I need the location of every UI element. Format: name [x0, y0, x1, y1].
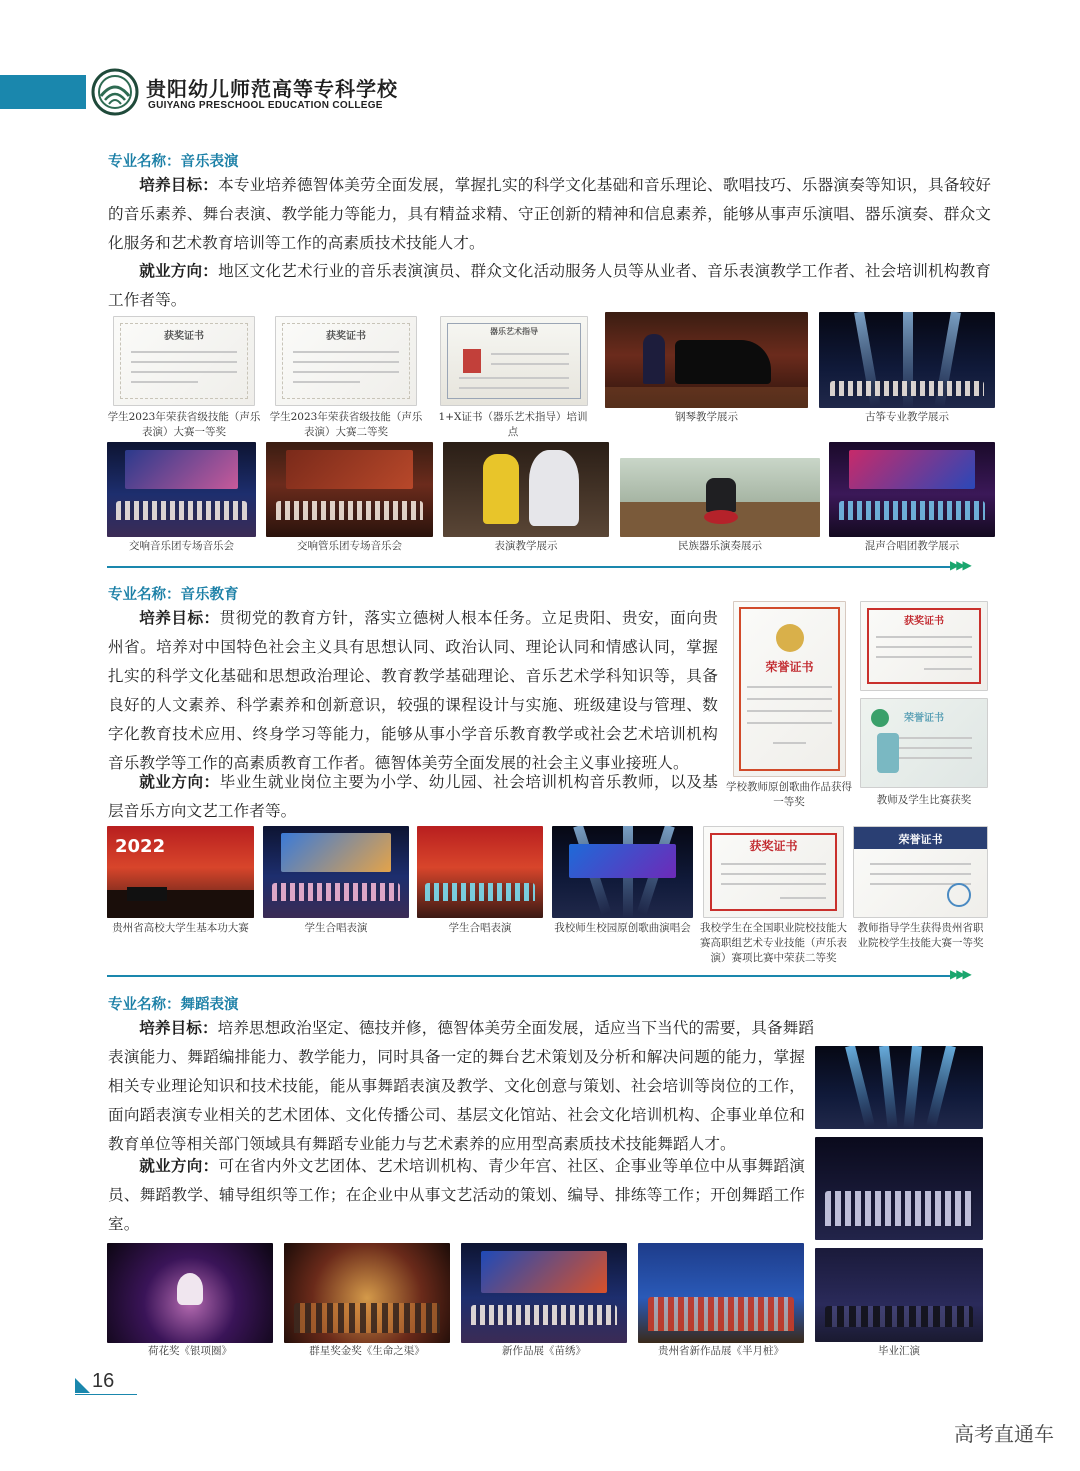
photo-caption: 钢琴教学展示: [675, 411, 738, 423]
goal-label: 培养目标：: [139, 1019, 218, 1037]
goal-text: 贯彻党的教育方针，落实立德树人根本任务。立足贵阳、贵安，面向贵州省。培养对中国特色社会主义具有思想认同、政治认同、理论认同和情感认同，掌握扎实的科学文化基础和思想政治理论、教育教学基础理论、音乐艺术学科知识等，具备良好的人文素养、科学素养和创新意识，较强的课程设计与实施、班级建设与管理、数字化教育技术应用、终身学习等能力，能够从事小学音乐教育教学或社会艺术培训机构音乐教学等工作的高素质教育工作者。德智体美劳全面发展的社会主义事业接班人。: [108, 609, 718, 772]
watermark: 高考直通车: [954, 1422, 1054, 1446]
dance-career: [108, 1152, 805, 1242]
photo-caption: 荷花奖《银项圈》: [148, 1345, 232, 1357]
honor-certificate-photo: 荣誉证书: [733, 601, 846, 777]
college-name-cn: 贵阳幼儿师范高等专科学校: [146, 77, 398, 101]
divider-arrows-icon: ▶▶▶: [950, 967, 969, 981]
section-divider: [107, 566, 950, 568]
graduation-show-photo: [815, 1248, 983, 1342]
photo-caption: 古筝专业教学展示: [865, 411, 949, 423]
photo-caption: 学生合唱表演: [304, 922, 368, 934]
photo-caption: 群星奖金奖《生命之渠》: [309, 1345, 425, 1357]
student-chorus-photo: [263, 826, 409, 918]
photo-caption: 贵州省高校大学生基本功大赛: [112, 922, 249, 934]
award-certificate-photo: 获奖证书: [703, 826, 844, 918]
photo-caption: 学生2023年荣获省级技能（声乐表演）大赛二等奖: [269, 411, 423, 438]
goal-label: 培养目标：: [139, 176, 219, 194]
certificate-photo: 获奖证书: [113, 316, 255, 406]
new-work-miaoxiu-photo: [461, 1243, 627, 1343]
folk-music-photo: [620, 458, 820, 537]
photo-caption: 我校学生在全国职业院校技能大赛高职组艺术专业技能（声乐表演）赛项比赛中荣获二等奖: [700, 922, 847, 964]
guzheng-teaching-photo: [819, 312, 995, 408]
header-color-bar: [0, 75, 86, 109]
student-chorus-photo: [417, 826, 543, 918]
award-certificate-photo: 获奖证书: [860, 601, 988, 691]
college-name-en: GUIYANG PRESCHOOL EDUCATION COLLEGE: [148, 100, 383, 111]
goal-label: 培养目标：: [139, 609, 220, 627]
photo-caption: 教师及学生比赛获奖: [876, 794, 972, 806]
photo-caption: 学生2023年荣获省级技能（声乐表演）大赛一等奖: [107, 411, 261, 438]
college-logo-icon: [91, 68, 139, 116]
page-number: 16: [92, 1370, 115, 1392]
photo-caption: 学生合唱表演: [448, 922, 512, 934]
music-education-goal: [108, 604, 718, 778]
photo-caption: 毕业汇演: [878, 1345, 920, 1357]
photo-caption: 贵州省新作品展《半月桩》: [658, 1345, 784, 1357]
piano-teaching-photo: [605, 312, 808, 408]
dance-group-photo: [815, 1137, 983, 1240]
photo-caption: 民族器乐演奏展示: [678, 540, 762, 552]
career-text: 毕业生就业岗位主要为小学、幼儿园、社会培训机构音乐教师，以及基层音乐方向文艺工作者等。: [108, 773, 718, 820]
stars-award-photo: [284, 1243, 450, 1343]
honor-certificate-photo: 荣誉证书: [853, 826, 988, 918]
photo-caption: 交响音乐团专场音乐会: [129, 540, 234, 552]
new-work-banyuezhuang-photo: [638, 1243, 804, 1343]
lotus-award-photo: [107, 1243, 273, 1343]
college-skills-contest-photo: 2022: [107, 826, 254, 918]
photo-caption: 表演教学展示: [494, 540, 558, 552]
career-text: 可在省内外文艺团体、艺术培训机构、青少年宫、社区、企事业等单位中从事舞蹈演员、舞蹈教学、辅导组织等工作；在企业中从事文艺活动的策划、编导、排练等工作；开创舞蹈工作室。: [108, 1157, 805, 1233]
certificate-photo: 获奖证书: [275, 316, 417, 406]
choir-teaching-photo: [829, 442, 995, 537]
certificate-photo: 器乐艺术指导: [440, 316, 588, 406]
photo-caption: 我校师生校园原创歌曲演唱会: [554, 922, 691, 934]
music-performance-career: [108, 257, 991, 315]
performance-teaching-photo: [443, 442, 609, 537]
career-label: 就业方向：: [139, 262, 219, 280]
dance-goal-line1: [108, 1014, 991, 1046]
music-performance-goal: [108, 171, 991, 261]
campus-song-concert-photo: [552, 826, 693, 918]
dance-stage-photo: [815, 1046, 983, 1129]
dance-goal-rest: [108, 1043, 805, 1159]
wind-orchestra-concert-photo: [266, 442, 433, 537]
goal-text-part1: 培养思想政治坚定、德技并修，德智体美劳全面发展，适应当下当代的需要，具备舞蹈: [217, 1019, 815, 1037]
career-label: 就业方向：: [139, 1157, 219, 1175]
divider-arrows-icon: ▶▶▶: [950, 558, 969, 572]
goal-text: 本专业培养德智体美劳全面发展，掌握扎实的科学文化基础和音乐理论、歌唱技巧、乐器演奏等知识，具备较好的音乐素养、舞台表演、教学能力等能力，具有精益求精、守正创新的精神和信息素养，能够从事声乐演唱、器乐演奏、群众文化服务和艺术教育培训等工作的高素质技术技能人才。: [108, 176, 991, 252]
page-number-marker-icon: [75, 1378, 90, 1393]
section-heading-music-education: 专业名称：音乐教育: [108, 587, 239, 603]
career-text: 地区文化艺术行业的音乐表演演员、群众文化活动服务人员等从业者、音乐表演教学工作者、社会培训机构教育工作者等。: [108, 262, 991, 309]
photo-caption: 交响管乐团专场音乐会: [297, 540, 402, 552]
photo-caption: 1+X证书（器乐艺术指导）培训点: [438, 411, 588, 438]
photo-caption: 教师指导学生获得贵州省职业院校学生技能大赛一等奖: [857, 922, 984, 949]
page-number-underline: [75, 1394, 137, 1395]
career-label: 就业方向：: [139, 773, 220, 791]
symphony-concert-photo: [107, 442, 256, 537]
goal-text-part2: 表演能力、舞蹈编排能力、教学能力，同时具备一定的舞台艺术策划及分析和解决问题的能力，掌握相关专业理论知识和技术技能，能从事舞蹈表演及教学、文化创意与策划、社会培训等岗位的工作，面向蹈表演专业相关的艺术团体、文化传播公司、基层文化馆站、社会文化培训机构、企事业单位和教育单位等相关部门领域具有舞蹈专业能力与艺术素养的应用型高素质技术技能舞蹈人才。: [108, 1048, 805, 1153]
photo-caption: 混声合唱团教学展示: [864, 540, 960, 552]
section-heading-music-performance: 专业名称：音乐表演: [108, 154, 239, 170]
music-education-career: [108, 768, 718, 826]
photo-caption: 学校教师原创歌曲作品获得一等奖: [726, 781, 852, 808]
photo-caption: 新作品展《苗绣》: [502, 1345, 586, 1357]
award-certificate-photo: 荣誉证书: [860, 698, 988, 788]
section-heading-dance-performance: 专业名称：舞蹈表演: [108, 997, 239, 1013]
section-divider: [107, 975, 950, 977]
